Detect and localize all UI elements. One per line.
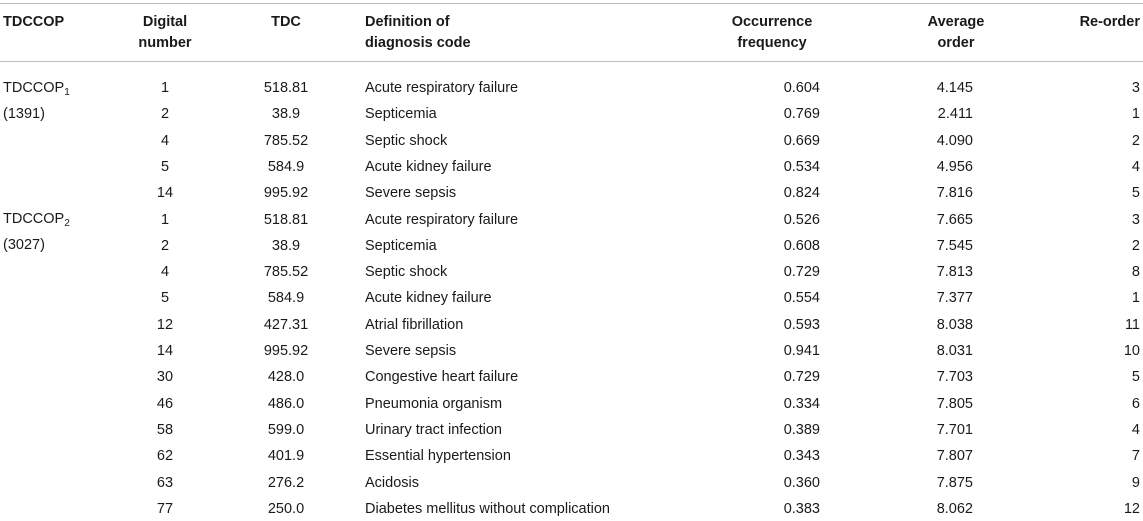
table-top-rule (0, 3, 1143, 4)
re-order-cell: 3 (1131, 80, 1140, 96)
group-label-text: TDCCOP (3, 80, 65, 96)
average-order-cell: 2.411 (937, 106, 973, 122)
occurrence-cell: 0.389 (783, 422, 820, 438)
header-reorder-line: Re-order (1079, 14, 1140, 30)
header-average-line-1: Average (927, 14, 985, 30)
re-order-cell: 2 (1131, 238, 1140, 254)
average-order-cell: 7.701 (936, 422, 973, 438)
header-digital-line-2: number (138, 35, 192, 51)
digital-number-cell: 2 (160, 106, 170, 122)
tdc-cell: 584.9 (267, 290, 305, 306)
group-label-1 (3, 79, 70, 97)
definition-cell: Severe sepsis (365, 185, 457, 201)
re-order-cell: 5 (1131, 369, 1140, 385)
group-label-text: TDCCOP (3, 211, 65, 227)
occurrence-cell: 0.729 (783, 264, 820, 280)
definition-cell: Acute kidney failure (365, 290, 492, 306)
occurrence-cell: 0.669 (783, 133, 820, 149)
group-count-1: (1391) (3, 106, 45, 122)
header-group (3, 12, 64, 33)
digital-number-cell: 2 (160, 238, 170, 254)
average-order-cell: 4.956 (936, 159, 973, 175)
definition-cell: Septicemia (365, 106, 437, 122)
occurrence-cell: 0.769 (783, 106, 820, 122)
tdc-cell: 250.0 (267, 501, 305, 517)
digital-number-cell: 12 (156, 317, 174, 333)
average-order-cell: 8.031 (936, 343, 973, 359)
tdc-cell: 428.0 (267, 369, 305, 385)
digital-number-cell: 1 (160, 80, 170, 96)
header-average-line-2: order (937, 35, 975, 51)
header-occurrence (722, 12, 822, 54)
digital-number-cell: 1 (160, 212, 170, 228)
definition-cell: Congestive heart failure (365, 369, 519, 385)
definition-cell: Severe sepsis (365, 343, 457, 359)
tdc-cell: 995.92 (263, 343, 309, 359)
re-order-cell: 6 (1131, 396, 1140, 412)
header-group-line: TDCCOP (3, 14, 65, 30)
average-order-cell: 4.090 (936, 133, 973, 149)
occurrence-cell: 0.941 (783, 343, 820, 359)
group-label-subscript: 2 (64, 218, 70, 229)
definition-cell: Acute respiratory failure (365, 80, 519, 96)
average-order-cell: 7.545 (936, 238, 973, 254)
re-order-cell: 4 (1131, 422, 1140, 438)
header-tdc-line: TDC (271, 14, 301, 30)
digital-number-cell: 77 (156, 501, 174, 517)
header-digital-line-1: Digital (142, 14, 188, 30)
re-order-cell: 8 (1131, 264, 1140, 280)
header-occurrence-line-1: Occurrence (731, 14, 813, 30)
tdc-cell: 38.9 (271, 238, 301, 254)
occurrence-cell: 0.534 (783, 159, 820, 175)
re-order-cell: 12 (1123, 501, 1140, 517)
tdc-cell: 38.9 (271, 106, 301, 122)
tdc-cell: 584.9 (267, 159, 305, 175)
header-definition (365, 12, 471, 54)
occurrence-cell: 0.824 (783, 185, 820, 201)
header-occurrence-line-2: frequency (737, 35, 807, 51)
average-order-cell: 7.807 (936, 448, 973, 464)
tdc-cell: 518.81 (263, 80, 309, 96)
header-definition-line-1: Definition of (365, 14, 450, 30)
tdc-cell: 518.81 (263, 212, 309, 228)
re-order-cell: 1 (1131, 290, 1140, 306)
average-order-cell: 8.062 (936, 501, 973, 517)
definition-cell: Acute kidney failure (365, 159, 492, 175)
header-definition-line-2: diagnosis code (365, 35, 471, 51)
digital-number-cell: 14 (156, 185, 174, 201)
tdc-cell: 276.2 (267, 475, 305, 491)
tdc-cell: 995.92 (263, 185, 309, 201)
tdc-cell: 785.52 (263, 264, 309, 280)
group-label-subscript: 1 (64, 87, 70, 98)
re-order-cell: 9 (1131, 475, 1140, 491)
definition-cell: Essential hypertension (365, 448, 511, 464)
average-order-cell: 7.377 (936, 290, 973, 306)
re-order-cell: 10 (1123, 343, 1140, 359)
digital-number-cell: 58 (156, 422, 174, 438)
occurrence-cell: 0.729 (783, 369, 820, 385)
average-order-cell: 7.813 (936, 264, 973, 280)
tdc-cell: 785.52 (263, 133, 309, 149)
re-order-cell: 1 (1131, 106, 1140, 122)
definition-cell: Atrial fibrillation (365, 317, 464, 333)
digital-number-cell: 4 (160, 133, 170, 149)
digital-number-cell: 14 (156, 343, 174, 359)
occurrence-cell: 0.593 (783, 317, 820, 333)
occurrence-cell: 0.334 (783, 396, 820, 412)
re-order-cell: 2 (1131, 133, 1140, 149)
header-digital-number (130, 12, 200, 54)
average-order-cell: 7.816 (936, 185, 973, 201)
occurrence-cell: 0.343 (783, 448, 820, 464)
occurrence-cell: 0.554 (783, 290, 820, 306)
tdc-cell: 401.9 (267, 448, 305, 464)
re-order-cell: 7 (1131, 448, 1140, 464)
re-order-cell: 11 (1124, 317, 1140, 333)
definition-cell: Septicemia (365, 238, 437, 254)
average-order-cell: 7.665 (936, 212, 973, 228)
re-order-cell: 3 (1131, 212, 1140, 228)
definition-cell: Acute respiratory failure (365, 212, 519, 228)
group-label-2 (3, 210, 70, 228)
average-order-cell: 4.145 (936, 80, 973, 96)
occurrence-cell: 0.604 (783, 80, 820, 96)
re-order-cell: 4 (1131, 159, 1140, 175)
tdc-cell: 427.31 (263, 317, 309, 333)
occurrence-cell: 0.383 (783, 501, 820, 517)
occurrence-cell: 0.608 (783, 238, 820, 254)
definition-cell: Diabetes mellitus without complication (365, 501, 610, 517)
definition-cell: Acidosis (365, 475, 419, 491)
header-average (906, 12, 1006, 54)
header-tdc (246, 12, 326, 33)
tdc-cell: 599.0 (267, 422, 305, 438)
occurrence-cell: 0.526 (783, 212, 820, 228)
digital-number-cell: 4 (160, 264, 170, 280)
occurrence-cell: 0.360 (783, 475, 820, 491)
digital-number-cell: 30 (156, 369, 174, 385)
digital-number-cell: 46 (156, 396, 174, 412)
definition-cell: Urinary tract infection (365, 422, 502, 438)
re-order-cell: 5 (1131, 185, 1140, 201)
header-bottom-rule (0, 61, 1143, 62)
digital-number-cell: 63 (156, 475, 174, 491)
digital-number-cell: 62 (156, 448, 174, 464)
group-count-2: (3027) (3, 237, 45, 253)
average-order-cell: 8.038 (936, 317, 973, 333)
definition-cell: Pneumonia organism (365, 396, 503, 412)
definition-cell: Septic shock (365, 264, 448, 280)
average-order-cell: 7.805 (936, 396, 973, 412)
header-reorder (1040, 12, 1140, 33)
definition-cell: Septic shock (365, 133, 448, 149)
digital-number-cell: 5 (160, 159, 170, 175)
digital-number-cell: 5 (160, 290, 170, 306)
average-order-cell: 7.703 (936, 369, 973, 385)
average-order-cell: 7.875 (936, 475, 973, 491)
tdc-cell: 486.0 (267, 396, 305, 412)
